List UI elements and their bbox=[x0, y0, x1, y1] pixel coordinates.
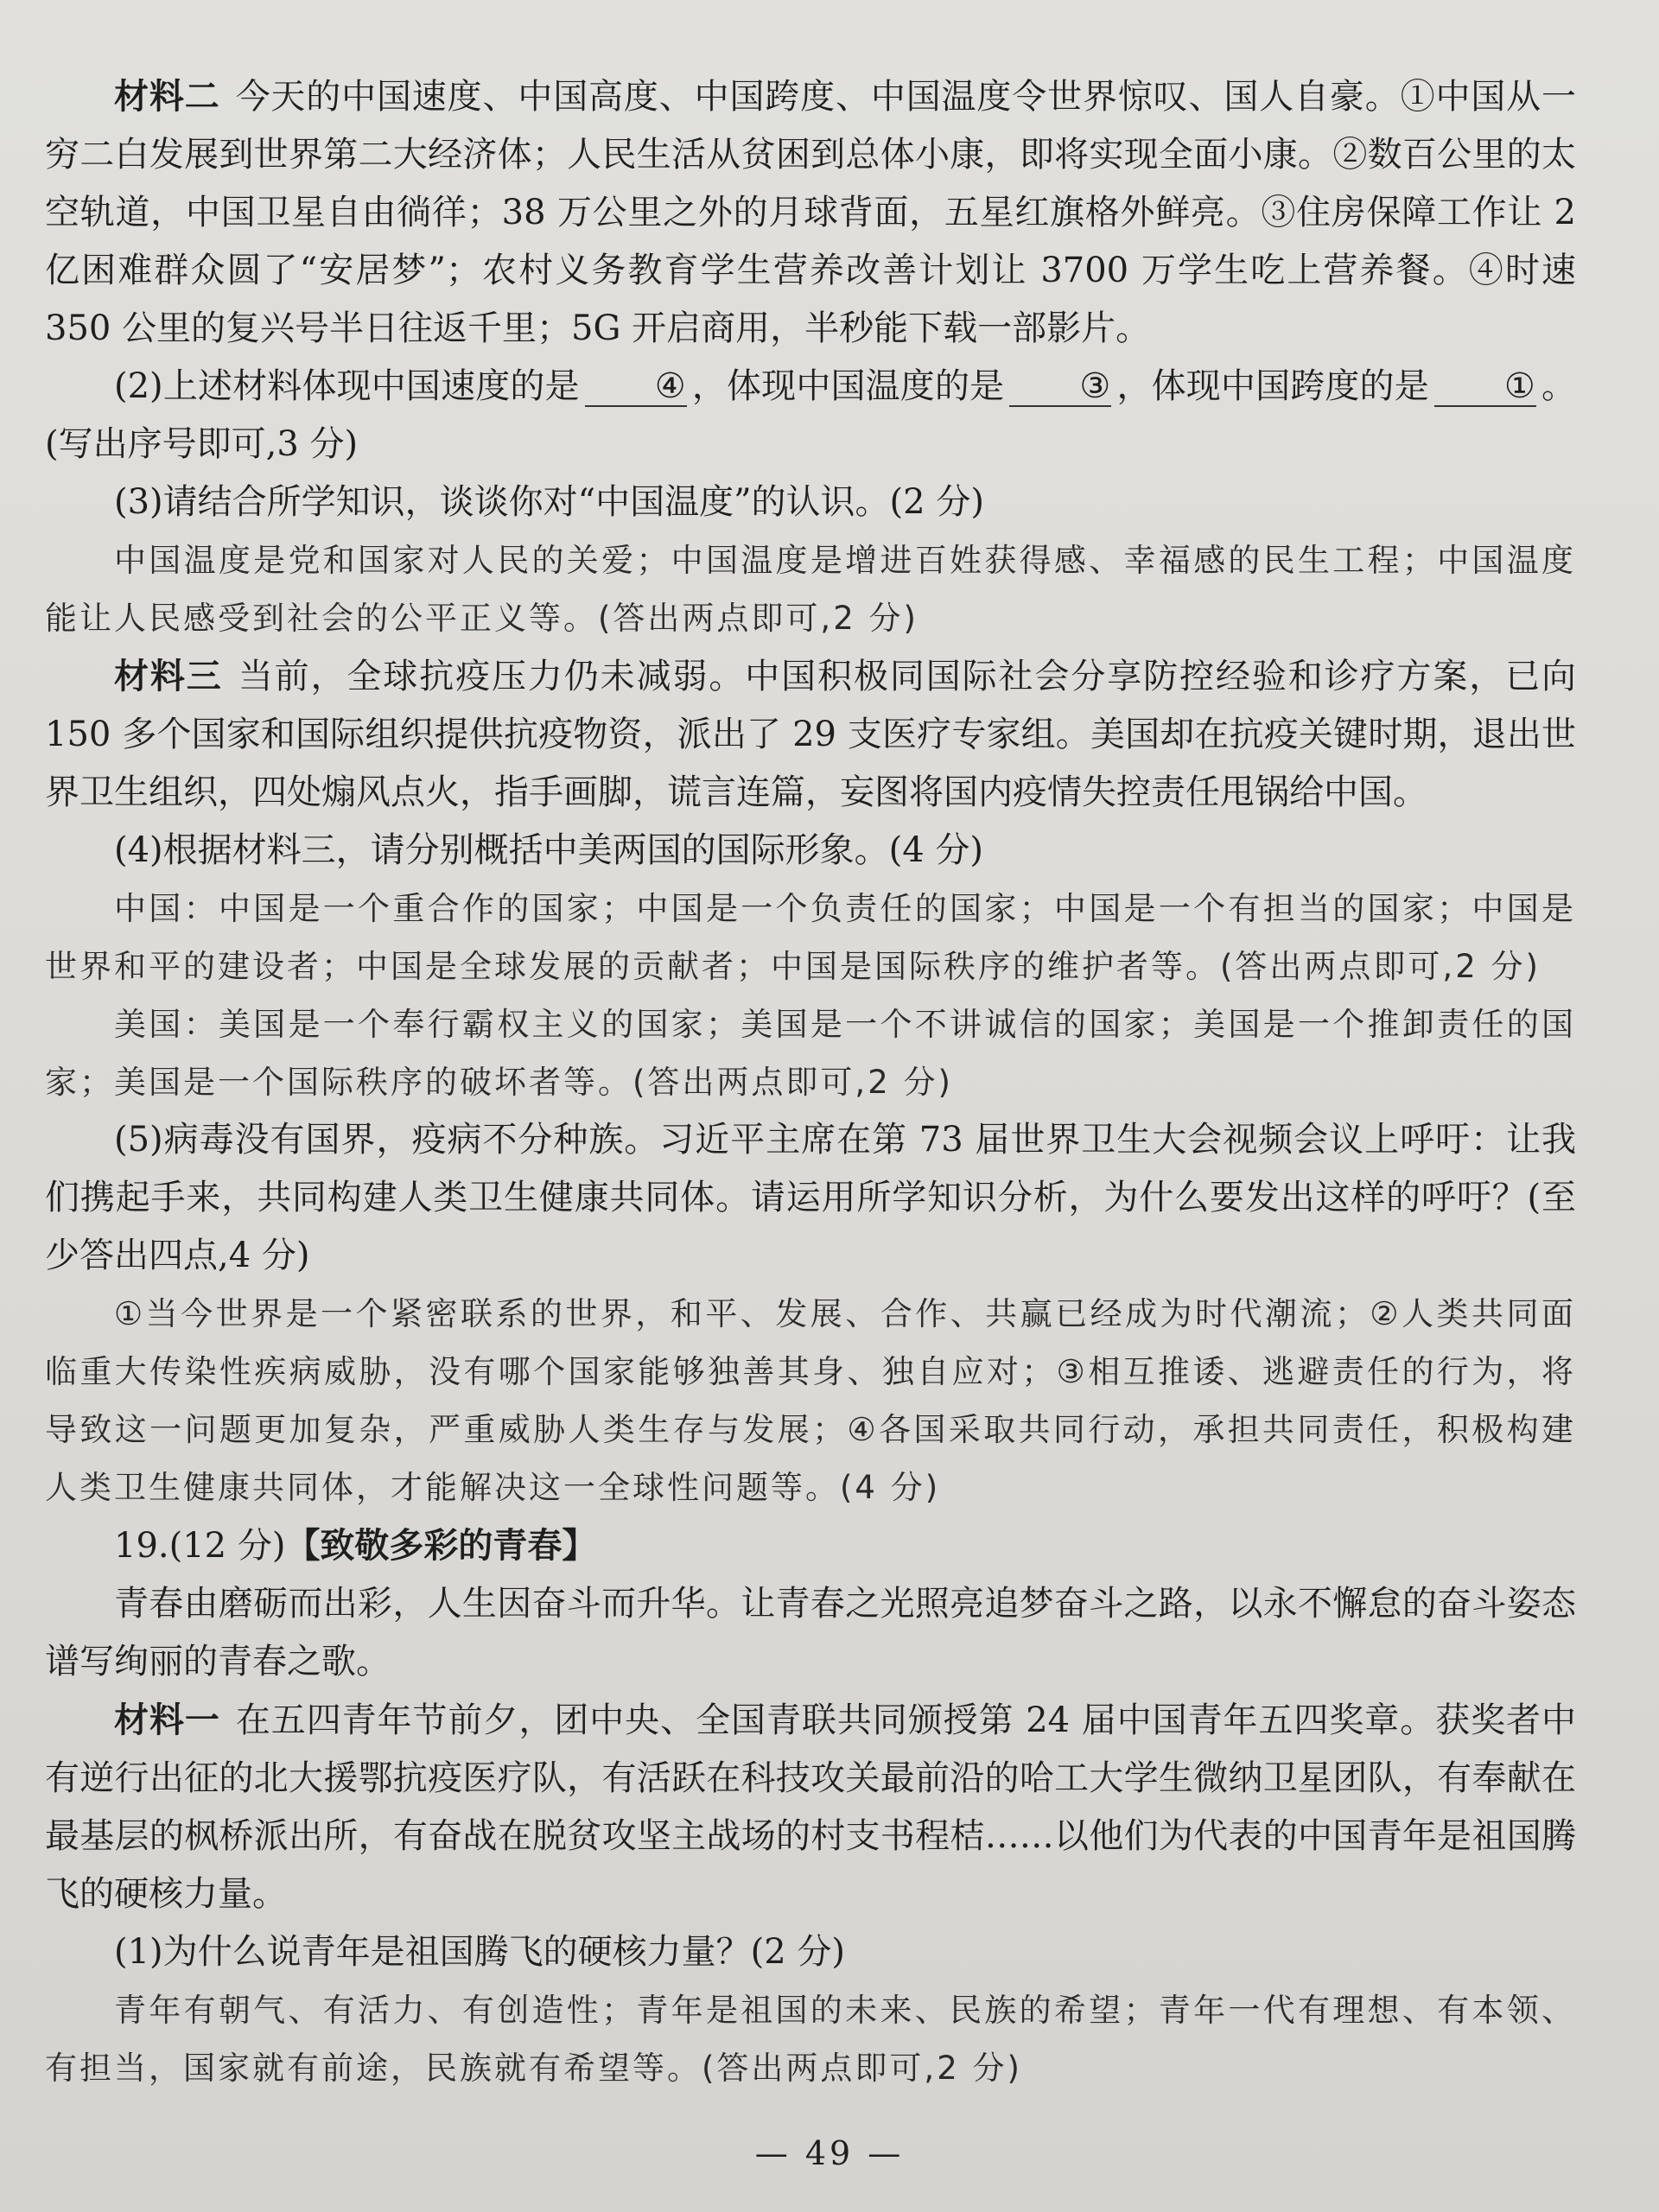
question-19-heading bbox=[45, 1516, 1576, 1575]
question-5: (5)病毒没有国界，疫病不分种族。习近平主席在第 73 届世界卫生大会视频会议上呼吁：让我们携起手来，共同构建人类卫生健康共同体。请运用所学知识分析，为什么要发出这样的呼吁？(至少答出四点,4 分) bbox=[45, 1120, 1576, 1275]
material-two-text: 今天的中国速度、中国高度、中国跨度、中国温度令世界惊叹、国人自豪。①中国从一穷二白发展到世界第二大经济体；人民生活从贫困到总体小康，即将实现全面小康。②数百公里的太空轨道，中国卫星自由徜徉；38 万公里之外的月球背面，五星红旗格外鲜亮。③住房保障工作让 2 亿困难群众圆了“安居梦”；农村义务教育学生营养改善计划让 3700 万学生吃上营养餐。④时速 350 公里的复兴号半日往返千里；5G 开启商用，半秒能下载一部影片。 bbox=[45, 77, 1577, 348]
question-3: (3)请结合所学知识，谈谈你对“中国温度”的认识。(2 分) bbox=[114, 482, 984, 522]
material-three-text: 当前，全球抗疫压力仍未减弱。中国积极同国际社会分享防控经验和诊疗方案，已向 150 多个国家和国际组织提供抗疫物资，派出了 29 支医疗专家组。美国却在抗疫关键时期，退出世界卫生组织，四处煽风点火，指手画脚，谎言连篇，妄图将国内疫情失控责任甩锅给中国。 bbox=[45, 657, 1577, 812]
question-19-material-one bbox=[45, 1691, 1576, 1923]
question-2 bbox=[45, 358, 1576, 474]
question-2-part-1: (2)上述材料体现中国速度的是 bbox=[114, 366, 580, 406]
question-2-part-2: ，体现中国温度的是 bbox=[691, 366, 1005, 406]
question-2-blank-2: ③ bbox=[1009, 367, 1111, 407]
question-19-title: 【致敬多彩的青春】 bbox=[285, 1525, 597, 1566]
question-19-1-answer: 青年有朝气、有活力、有创造性；青年是祖国的未来、民族的希望；青年一代有理想、有本领、有担当，国家就有前途，民族就有希望等。(答出两点即可,2 分) bbox=[45, 1992, 1576, 2087]
question-3-answer: 中国温度是党和国家对人民的关爱；中国温度是增进百姓获得感、幸福感的民生工程；中国温度能让人民感受到社会的公平正义等。(答出两点即可,2 分) bbox=[45, 542, 1576, 637]
question-2-part-3: ，体现中国跨度的是 bbox=[1116, 366, 1429, 406]
question-2-blank-1: ④ bbox=[585, 367, 687, 407]
question-19-intro: 青春由磨砺而出彩，人生因奋斗而升华。让青春之光照亮追梦奋斗之路，以永不懈怠的奋斗姿态谱写绚丽的青春之歌。 bbox=[45, 1584, 1576, 1681]
question-19-material-one-text: 在五四青年节前夕，团中央、全国青联共同颁授第 24 届中国青年五四奖章。获奖者中有逆行出征的北大援鄂抗疫医疗队，有活跃在科技攻关最前沿的哈工大学生微纳卫星团队，有奉献在最基层的枫桥派出所，有奋战在脱贫攻坚主战场的村支书程桔……以他们为代表的中国青年是祖国腾飞的硬核力量。 bbox=[45, 1700, 1577, 1914]
material-two-label: 材料二 bbox=[114, 76, 220, 117]
question-4-answer-china: 中国：中国是一个重合作的国家；中国是一个负责任的国家；中国是一个有担当的国家；中国是世界和平的建设者；中国是全球发展的贡献者；中国是国际秩序的维护者等。(答出两点即可,2 分) bbox=[45, 890, 1576, 985]
question-4-answer-usa: 美国：美国是一个奉行霸权主义的国家；美国是一个不讲诚信的国家；美国是一个推卸责任的国家；美国是一个国际秩序的破坏者等。(答出两点即可,2 分) bbox=[45, 1006, 1576, 1101]
page-number: — 49 — bbox=[754, 2134, 905, 2172]
question-19-1: (1)为什么说青年是祖国腾飞的硬核力量？(2 分) bbox=[114, 1932, 846, 1972]
material-three-label: 材料三 bbox=[114, 656, 223, 696]
material-three-paragraph bbox=[45, 647, 1576, 822]
question-19-prefix: 19.(12 分) bbox=[114, 1526, 286, 1566]
question-19-material-one-label: 材料一 bbox=[114, 1700, 220, 1740]
question-2-part-4: 。(写出序号即可,3 分) bbox=[45, 366, 1577, 464]
question-5-answer: ①当今世界是一个紧密联系的世界，和平、发展、合作、共赢已经成为时代潮流；②人类共同面临重大传染性疾病威胁，没有哪个国家能够独善其身、独自应对；③相互推诿、逃避责任的行为，将导致这一问题更加复杂，严重威胁人类生存与发展；④各国采取共同行动，承担共同责任，积极构建人类卫生健康共同体，才能解决这一全球性问题等。(4 分) bbox=[45, 1295, 1576, 1506]
question-2-blank-3: ① bbox=[1434, 367, 1536, 407]
question-4: (4)根据材料三，请分别概括中美两国的国际形象。(4 分) bbox=[114, 830, 984, 870]
material-two-paragraph bbox=[45, 67, 1576, 358]
